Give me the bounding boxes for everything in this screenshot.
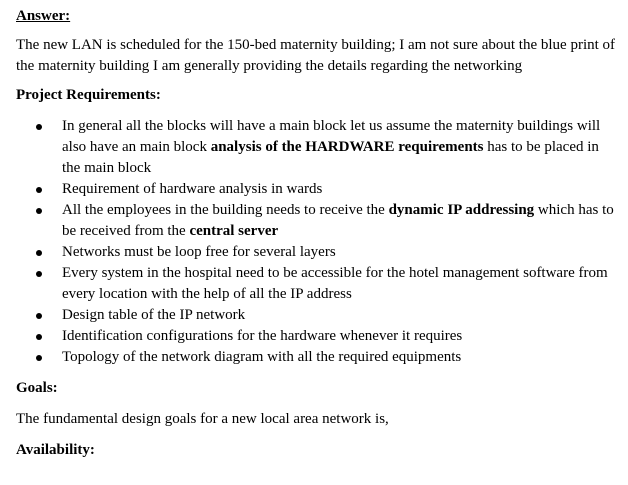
bullet-icon bbox=[36, 271, 42, 277]
bullet-icon bbox=[36, 124, 42, 130]
requirements-heading: Project Requirements: bbox=[16, 87, 161, 103]
requirements-list bbox=[16, 116, 616, 368]
list-item: Design table of the IP network bbox=[16, 305, 616, 326]
answer-heading: Answer: bbox=[16, 8, 71, 24]
list-item: Every system in the hospital need to be accessible for the hotel management software from every location with the help of all the IP address bbox=[16, 263, 616, 305]
list-item: In general all the blocks will have a main block let us assume the maternity buildings will also have an main block analysis of the HARDWARE requirements has to be placed in the main block bbox=[16, 116, 616, 179]
intro-paragraph: The new LAN is scheduled for the 150-bed maternity building; I am not sure about the blue print of the maternity building I am generally providing the details regarding the networking bbox=[16, 37, 616, 74]
bullet-icon bbox=[36, 208, 42, 214]
list-item: Identification configurations for the hardware whenever it requires bbox=[16, 326, 616, 347]
bullet-icon bbox=[36, 250, 42, 256]
bullet-icon bbox=[36, 334, 42, 340]
bullet-icon bbox=[36, 187, 42, 193]
document-body bbox=[16, 6, 616, 461]
list-item: Networks must be loop free for several layers bbox=[16, 242, 616, 263]
availability-heading: Availability: bbox=[16, 442, 95, 458]
goals-paragraph: The fundamental design goals for a new local area network is, bbox=[16, 411, 389, 427]
bullet-icon bbox=[36, 313, 42, 319]
list-item: Requirement of hardware analysis in wards bbox=[16, 179, 616, 200]
goals-heading: Goals: bbox=[16, 380, 58, 396]
bullet-icon bbox=[36, 355, 42, 361]
list-item: All the employees in the building needs to receive the dynamic IP addressing which has to be received from the central server bbox=[16, 200, 616, 242]
list-item: Topology of the network diagram with all the required equipments bbox=[16, 347, 616, 368]
